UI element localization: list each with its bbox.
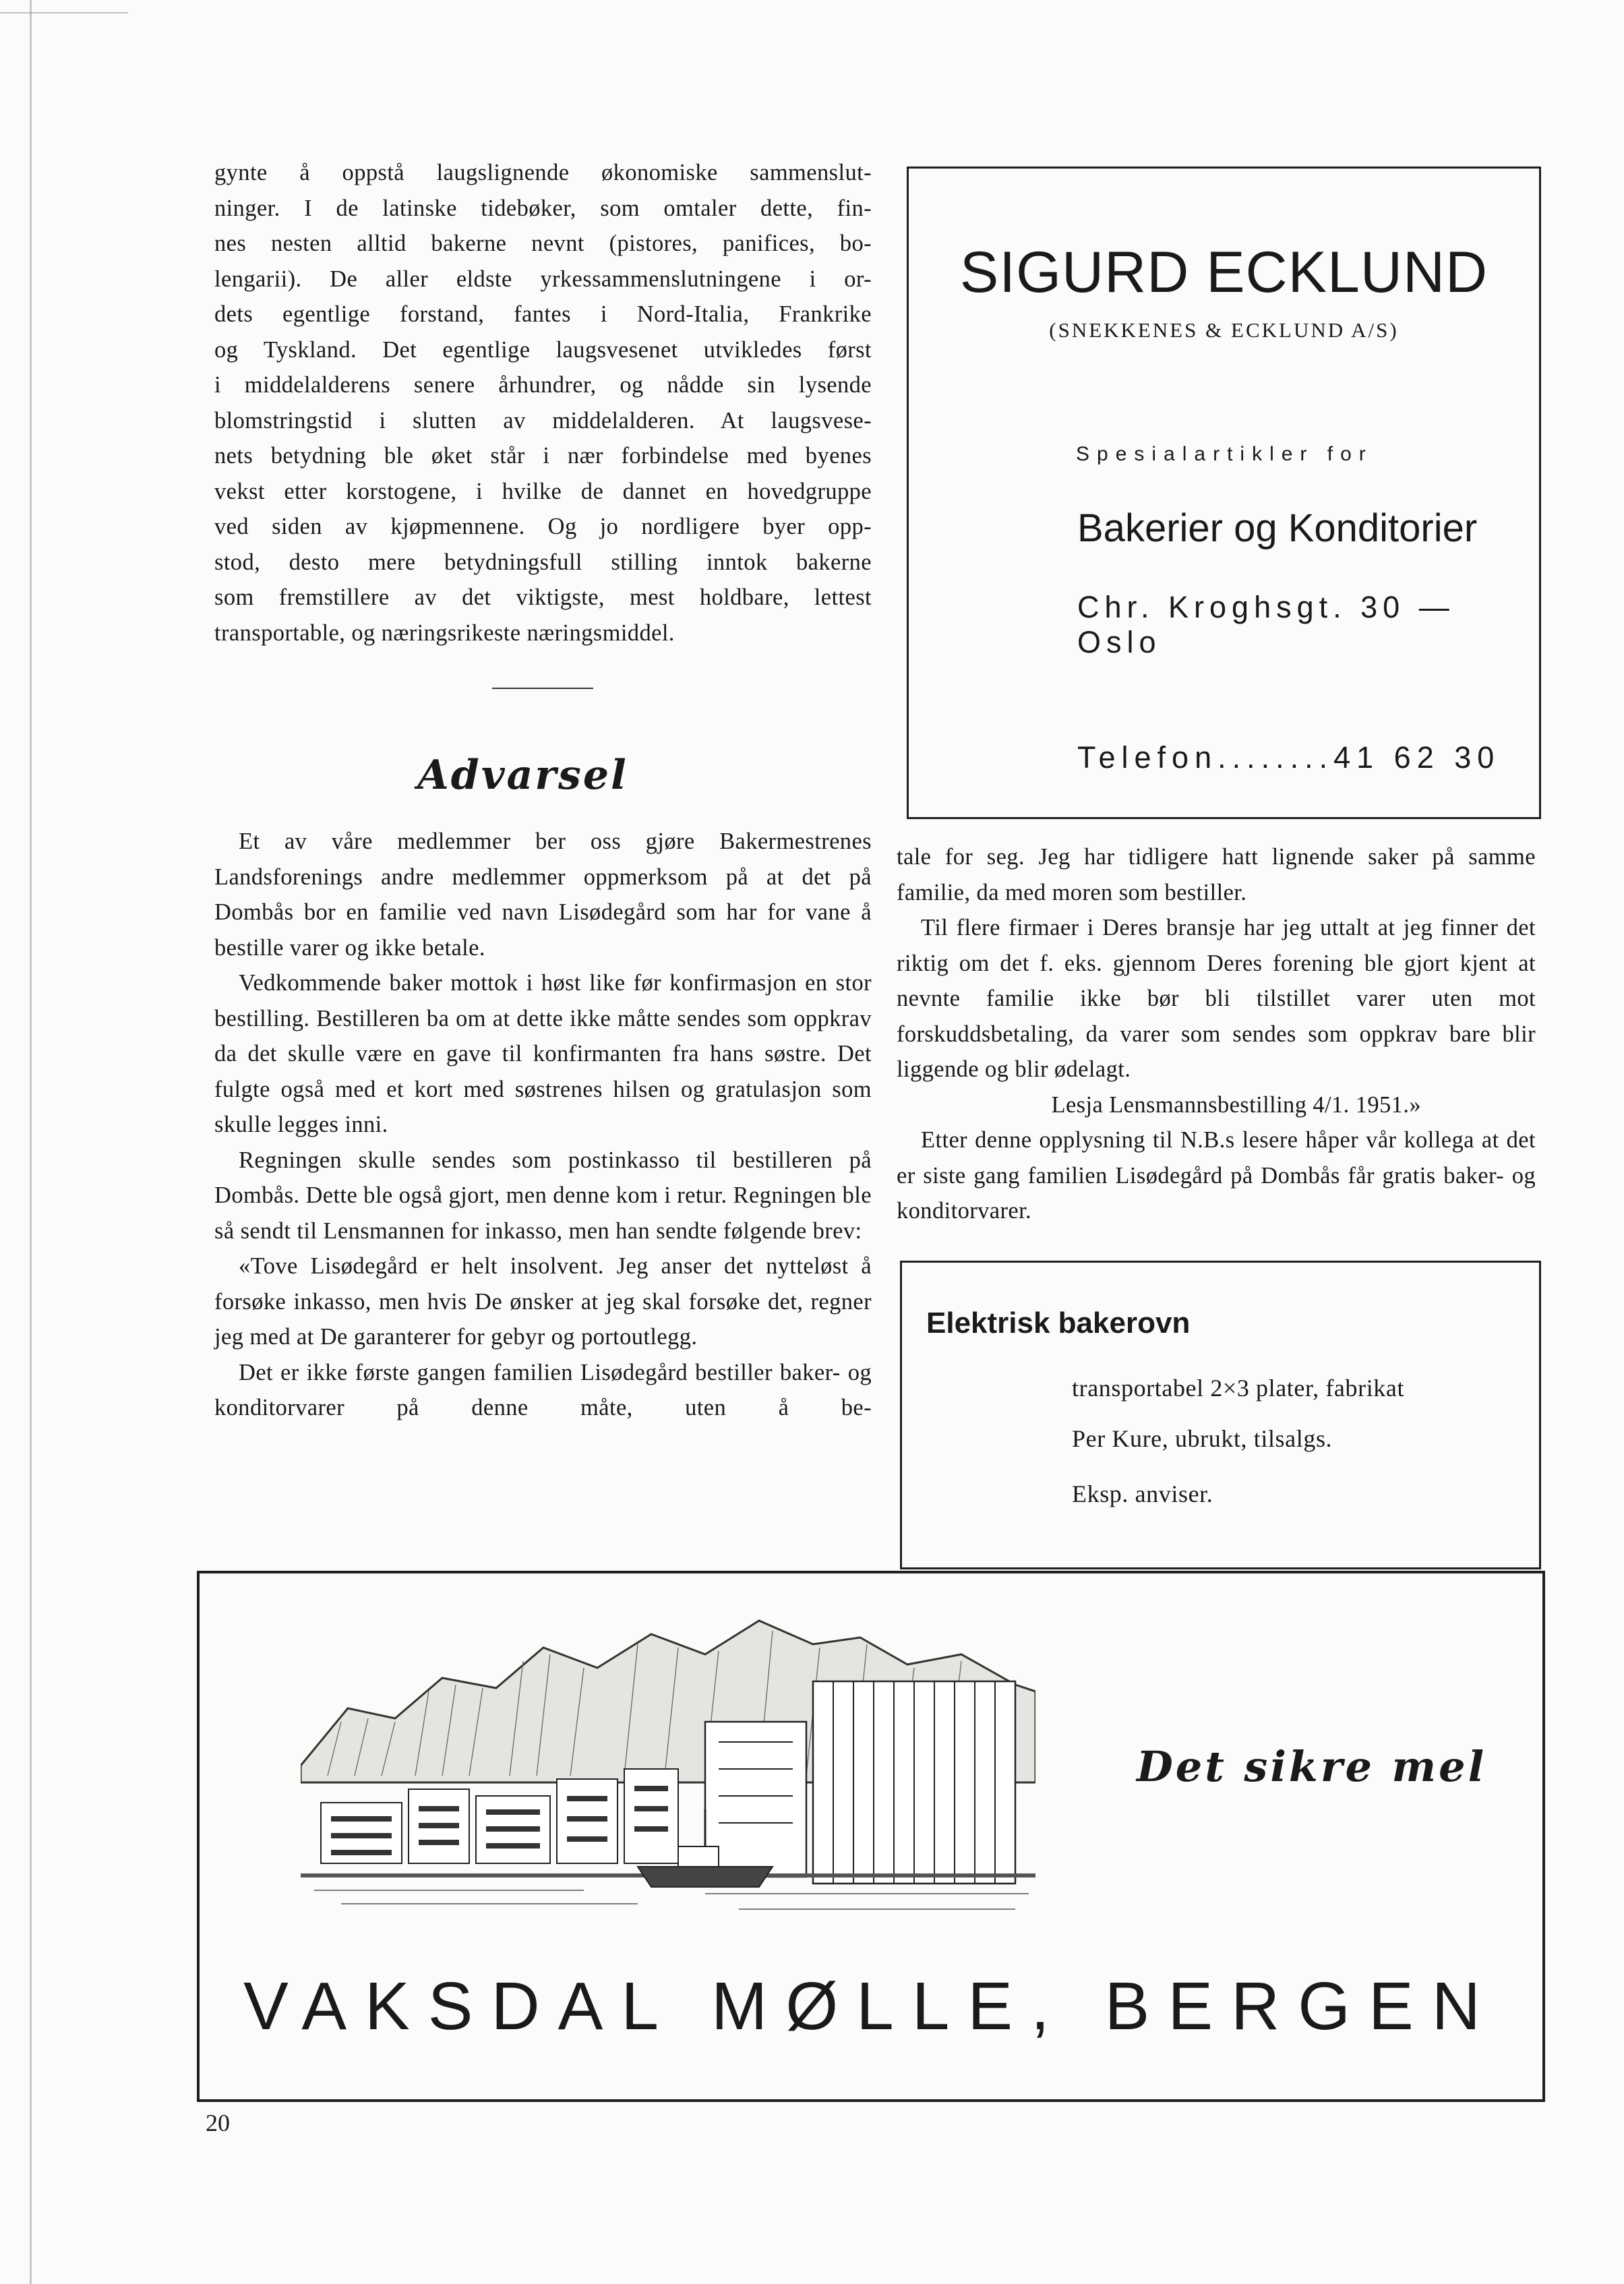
article-continuation <box>897 839 1536 1229</box>
ad-company-subtitle: (SNEKKENES & ECKLUND A/S) <box>1049 318 1399 342</box>
scan-edge-mark <box>0 12 128 13</box>
vaksdal-ad <box>197 1571 1545 2102</box>
article-paragraph: tale for seg. Jeg har tidligere hatt lignende saker på samme familie, da med moren som bestiller. <box>897 844 1536 905</box>
article-paragraph: Et av våre medlemmer ber oss gjøre Bakermestrenes Landsforenings andre medlemmer oppmerksom på at det på Dombås bor en familie ved navn Lisødegård som har for vane å bestille varer og ikke betale. <box>214 829 872 961</box>
intro-line: lengarii). De aller eldste yrkessammenslutningene i or- <box>214 266 872 292</box>
ecklund-ad <box>907 167 1541 819</box>
intro-line: i middelalderens senere århundrer, og nådde sin lysende <box>214 372 872 398</box>
ad-company-name: SIGURD ECKLUND <box>959 240 1488 305</box>
oven-ad-line: Eksp. anviser. <box>1072 1480 1213 1507</box>
intro-line: nets betydning ble øket står i nær forbindelse med byenes <box>214 443 872 469</box>
intro-text <box>214 155 872 651</box>
letter-signature: Lesja Lensmannsbestilling 4/1. 1951.» <box>1051 1091 1421 1118</box>
ad-address: Chr. Kroghsgt. 30 — Oslo <box>1077 590 1455 659</box>
mill-harbour-illustration <box>301 1607 1035 1917</box>
ad-slogan: Det sikre mel <box>1137 1742 1487 1791</box>
article-paragraph: Regningen skulle sendes som postinkasso til bestilleren på Dombås. Dette ble også gjort, men denne kom i retur. Regningen ble så sendt til Lensmannen for inkasso, men han sendte følgende brev: <box>214 1147 872 1244</box>
intro-line: dets egentlige forstand, fantes i Nord-Italia, Frankrike <box>214 301 872 327</box>
oven-ad-line: transportabel 2×3 plater, fabrikat <box>1072 1375 1405 1402</box>
intro-line: vekst etter korstogene, i hvilke de dannet en hovedgruppe <box>214 478 872 504</box>
ad-specialty: Spesialartikler for <box>1076 443 1373 465</box>
article-paragraph: Det er ikke første gangen familien Lisødegård bestiller baker- og konditorvarer på denne måte, uten å be- <box>214 1359 872 1420</box>
intro-line: ninger. I de latinske tidebøker, som omtaler dette, fin- <box>214 195 872 221</box>
intro-line: stod, desto mere betydningsfull stilling inntok bakerne <box>214 549 872 575</box>
article-paragraph: «Tove Lisødegård er helt insolvent. Jeg anser det nytteløst å forsøke inkasso, men hvis De ønsker at jeg skal forsøke det, regner jeg med at De garanterer for gebyr og portoutlegg. <box>214 1253 872 1350</box>
page-number: 20 <box>206 2109 230 2136</box>
oven-ad-line: Per Kure, ubrukt, tilsalgs. <box>1072 1425 1333 1452</box>
article-closing: Etter denne opplysning til N.B.s lesere håper vår kollega at det er siste gang familien Lisødegård på Dombås får gratis baker- og konditorvarer. <box>897 1127 1536 1224</box>
article-paragraph: Til flere firmaer i Deres bransje har jeg uttalt at jeg finner det riktig om det f. eks. gjennom Deres forening ble gjort kjent at nevnte familie ikke bør bli tilstillet varer uten mot forskuddsbetaling, da varer som sendes som oppkrav bare blir liggende og blir ødelagt. <box>897 915 1536 1082</box>
scan-edge-line <box>30 0 32 2284</box>
intro-line: blomstringstid i slutten av middelalderen. At laugsvese- <box>214 407 872 433</box>
intro-line: ved siden av kjøpmennene. Og jo nordligere byer opp- <box>214 514 872 539</box>
intro-line: transportable, og næringsrikeste næringsmiddel. <box>214 620 675 646</box>
ad-phone: Telefon........41 62 30 <box>1077 740 1501 775</box>
article-paragraph: Vedkommende baker mottok i høst like før konfirmasjon en stor bestilling. Bestilleren ba om at dette ikke måtte sendes som oppkrav da det skulle være en gave til konfirmanten fra hans søstre. Det fulgte også med et kort med søstrenes hilsen og gratulasjon som skulle legges inni. <box>214 970 872 1137</box>
oven-ad-heading: Elektrisk bakerovn <box>926 1306 1191 1340</box>
intro-line: som fremstillere av det viktigste, mest holdbare, lettest <box>214 584 872 610</box>
intro-line: nes nesten alltid bakerne nevnt (pistores, panifices, bo- <box>214 231 872 256</box>
intro-line: gynte å oppstå laugslignende økonomiske sammenslut- <box>214 160 872 185</box>
oven-ad <box>900 1261 1541 1569</box>
article-body <box>214 824 872 1426</box>
article-heading: Advarsel <box>417 752 628 799</box>
ad-company-name: VAKSDAL MØLLE, BERGEN <box>243 1969 1499 2044</box>
intro-line: og Tyskland. Det egentlige laugsvesenet utvikledes først <box>214 336 872 363</box>
ad-trade: Bakerier og Konditorier <box>1077 506 1478 550</box>
section-divider <box>492 688 593 689</box>
